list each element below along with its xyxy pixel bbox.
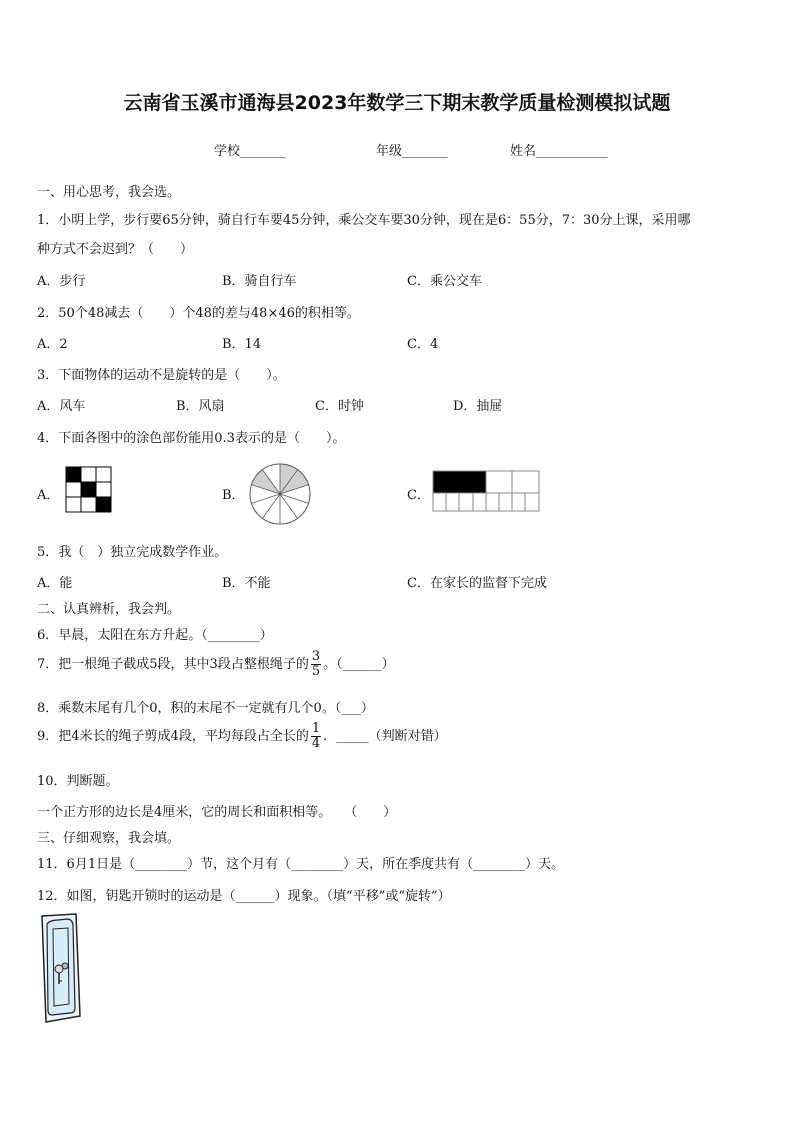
question-4-option-b: B．: [222, 488, 245, 503]
question-5-option-c: C．在家长的监督下完成: [407, 576, 547, 591]
question-4-option-a: A．: [37, 488, 60, 503]
question-1-option-c: C．乘公交车: [407, 274, 482, 289]
question-1-line-2: 种方式不会迟到？（ ）: [37, 242, 194, 257]
name-field: 姓名___________: [510, 144, 608, 159]
question-3: 3．下面物体的运动不是旋转的是（ ）。: [37, 368, 286, 383]
section-heading-3: 三、仔细观察，我会填。: [37, 831, 181, 846]
question-1-line-1: 1．小明上学，步行要65分钟，骑自行车要45分钟，乘公交车要30分钟，现在是6：55分，7：30分上课，采用哪: [37, 213, 691, 228]
fraction-denominator: 4: [311, 736, 321, 751]
question-2-option-c: C．4: [407, 337, 439, 352]
question-1-option-a: A．步行: [37, 274, 86, 289]
question-1-option-b: B．骑自行车: [222, 274, 297, 289]
section-heading-2: 二、认真辨析，我会判。: [37, 602, 181, 617]
question-3-option-a: A．风车: [37, 399, 86, 414]
grid-figure-a: [65, 466, 113, 514]
question-2-option-a: A．2: [37, 337, 68, 352]
question-8: 8．乘数末尾有几个0，积的末尾不一定就有几个0。（___）: [37, 701, 374, 716]
question-2-option-b: B．14: [222, 337, 262, 352]
school-field: 学校_______: [214, 144, 286, 159]
grade-field: 年级_______: [376, 144, 448, 159]
question-3-option-b: B．风扇: [176, 399, 225, 414]
fraction-denominator: 5: [311, 664, 321, 679]
door-key-illustration: [38, 912, 84, 1024]
question-11: 11．6月1日是（________）节，这个月有（________）天，所在季度共有（________）天。: [37, 857, 565, 872]
question-10: 一个正方形的边长是4厘米，它的周长和面积相等。 （ ）: [37, 805, 397, 820]
question-5-option-a: A．能: [37, 576, 73, 591]
question-4-option-c: C．: [407, 488, 430, 503]
question-7: [37, 650, 395, 679]
question-3-option-c: C．时钟: [315, 399, 364, 414]
question-9-answer: ．_____（判断对错）: [323, 729, 447, 744]
question-5-option-b: B．不能: [222, 576, 271, 591]
page-title: 云南省玉溪市通海县2023年数学三下期末教学质量检测模拟试题: [123, 92, 671, 114]
fraction-numerator: 3: [311, 649, 321, 664]
question-7-text: 7．把一根绳子截成5段，其中3段占整根绳子的: [37, 657, 309, 672]
question-10-title: 10．判断题。: [37, 774, 119, 789]
question-6: 6．早晨，太阳在东方升起。（________）: [37, 628, 273, 643]
question-9: [37, 722, 447, 751]
fraction-numerator: 1: [311, 721, 321, 736]
bar-figure-c: [432, 470, 542, 514]
question-2: 2．50个48减去（ ）个48的差与48×46的积相等。: [37, 306, 360, 321]
question-4: 4．下面各图中的涂色部份能用0.3表示的是（ ）。: [37, 431, 346, 446]
question-5: 5．我（ ）独立完成数学作业。: [37, 545, 228, 560]
question-9-text: 9．把4米长的绳子剪成4段，平均每段占全长的: [37, 729, 309, 744]
question-3-option-d: D．抽屉: [453, 399, 503, 414]
question-12: 12．如图，钥匙开锁时的运动是（______）现象。（填“平移”或“旋转”）: [37, 889, 451, 904]
fraction-three-fifths: [311, 650, 321, 679]
question-7-answer: 。（______）: [323, 657, 395, 672]
fraction-one-quarter: [311, 722, 321, 751]
circle-figure-b: [248, 462, 312, 526]
section-heading-1: 一、用心思考，我会选。: [37, 185, 181, 200]
